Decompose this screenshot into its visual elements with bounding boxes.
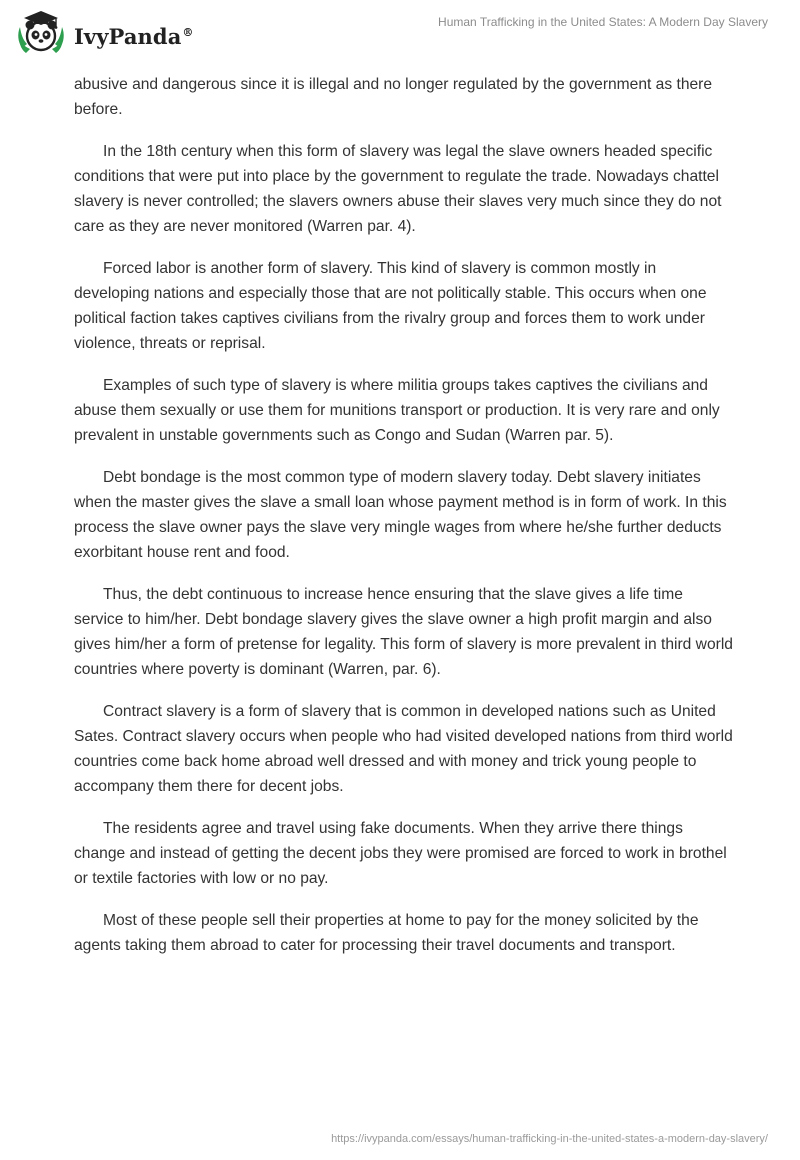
paragraph: Debt bondage is the most common type of modern slavery today. Debt slavery initiates when the master gives the slave a small loan whose payment method is in form of work. In this process the slave owner pays the slave very mingle wages from where he/she further deducts exorbitant house rent and food.	[74, 469, 727, 561]
document-title: Human Trafficking in the United States: A Modern Day Slavery	[438, 15, 768, 29]
paragraph: Most of these people sell their properties at home to pay for the money solicited by the agents taking them abroad to cater for processing their travel documents and transport.	[74, 912, 699, 954]
paragraph: Thus, the debt continuous to increase hence ensuring that the slave gives a life time service to him/her. Debt bondage slavery gives the slave owner a high profit margin and also gives him/her a form of pretense for legality. This form of slavery is more prevalent in third world countries where poverty is dominant (Warren, par. 6).	[74, 586, 733, 678]
registered-mark: ®	[182, 25, 194, 39]
source-url[interactable]: https://ivypanda.com/essays/human-trafficking-in-the-united-states-a-modern-day-slavery/	[331, 1133, 768, 1145]
paragraph-continued: abusive and dangerous since it is illegal and no longer regulated by the government as there before.	[74, 76, 713, 118]
paragraph: Forced labor is another form of slavery. This kind of slavery is common mostly in developing nations and especially those that are not politically stable. This occurs when one political faction takes captives civilians from the rivalry group and forces them to work under violence, threats or reprisal.	[74, 260, 707, 352]
essay-body	[74, 72, 734, 975]
paragraph: Contract slavery is a form of slavery that is common in developed nations such as United Sates. Contract slavery occurs when people who had visited developed nations from third world countries come back home abroad well dressed and with money and trick young people to accompany them there for decent jobs.	[74, 703, 733, 795]
brand-name: IvyPanda®	[74, 23, 194, 49]
ivypanda-logo[interactable]	[14, 8, 194, 58]
paragraph: In the 18th century when this form of slavery was legal the slave owners headed specific conditions that were put into place by the government to regulate the trade. Nowadays chattel slavery is never controlled; the slavers owners abuse their slaves very much since they do not care as they are never monitored (Warren par. 4).	[74, 143, 722, 235]
paragraph: Examples of such type of slavery is where militia groups takes captives the civilians and abuse them sexually or use them for munitions transport or production. It is very rare and only prevalent in unstable governments such as Congo and Sudan (Warren par. 5).	[74, 377, 720, 444]
paragraph: The residents agree and travel using fake documents. When they arrive there things change and instead of getting the decent jobs they were promised are forced to work in brothel or textile factories with low or no pay.	[74, 820, 727, 887]
panda-graduate-icon	[14, 8, 68, 58]
page-header	[0, 0, 800, 70]
